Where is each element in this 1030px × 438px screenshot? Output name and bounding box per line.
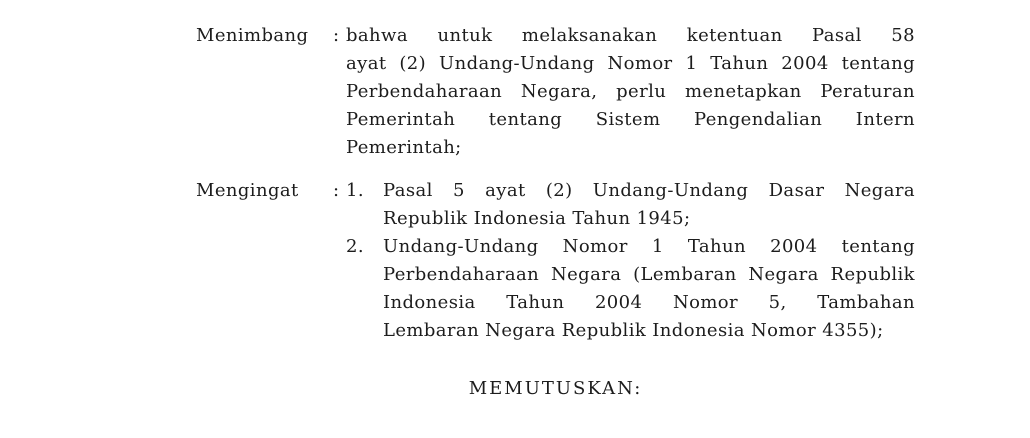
- mengingat-section: [196, 177, 915, 345]
- paragraph-line: Indonesia Tahun 2004 Nomor 5, Tambahan: [383, 292, 915, 313]
- mengingat-label: Mengingat: [196, 180, 299, 201]
- paragraph-line: Lembaran Negara Republik Indonesia Nomor 4355);: [383, 320, 884, 341]
- list-item-number: 1.: [346, 180, 364, 201]
- menimbang-label: Menimbang: [196, 25, 309, 46]
- mengingat-list: [346, 177, 915, 345]
- paragraph-line: Pemerintah tentang Sistem Pengendalian Intern: [346, 109, 915, 130]
- paragraph-line: Republik Indonesia Tahun 1945;: [383, 208, 691, 229]
- list-item: [346, 177, 915, 233]
- list-item-text: [383, 177, 915, 233]
- memutuskan-heading: MEMUTUSKAN:: [468, 378, 643, 399]
- paragraph-line: Undang-Undang Nomor 1 Tahun 2004 tentang: [383, 236, 915, 257]
- paragraph-line: Pemerintah;: [346, 137, 462, 158]
- menimbang-section: [196, 22, 915, 162]
- paragraph-line: Pasal 5 ayat (2) Undang-Undang Dasar Negara: [383, 180, 915, 201]
- list-item-number: 2.: [346, 236, 364, 257]
- menimbang-colon: :: [333, 25, 340, 46]
- paragraph-line: ayat (2) Undang-Undang Nomor 1 Tahun 2004 tentang: [346, 53, 915, 74]
- list-item-text: [383, 233, 915, 345]
- paragraph-line: bahwa untuk melaksanakan ketentuan Pasal 58: [346, 25, 915, 46]
- mengingat-colon: :: [333, 180, 340, 201]
- paragraph-line: Perbendaharaan Negara (Lembaran Negara Republik: [383, 264, 915, 285]
- menimbang-paragraph: [346, 22, 915, 162]
- list-item: [346, 233, 915, 345]
- paragraph-line: Perbendaharaan Negara, perlu menetapkan Peraturan: [346, 81, 915, 102]
